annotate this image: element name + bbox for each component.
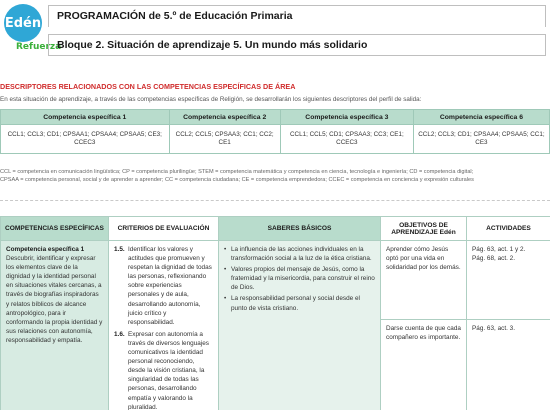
descriptors-section-title: DESCRIPTORES RELACIONADOS CON LAS COMPETENCIAS ESPECÍFICAS DE ÁREA bbox=[0, 82, 296, 91]
criterio-text: Expresar con autonomía a través de diversos lenguajes comunicativos la identidad personal reconociendo, desde la visión cristiana, la singularidad de todas las personas, desarrollando empatía y valorando la pluralidad. bbox=[128, 330, 209, 410]
saber-item: • Valores propios del mensaje de Jesús, como la fraternidad y la misericordia, para construir el reino de Dios. bbox=[224, 265, 375, 292]
actividad-item: Pág. 63, act. 1 y 2. bbox=[472, 246, 526, 253]
abbreviations-line: CPSAA = competencia personal, social y de aprender a aprender; CC = competencia ciudadana; CE = competencia emprendedora; CCEC = competencia en conciencia y expresión culturales bbox=[0, 177, 474, 184]
criterios-cell bbox=[109, 241, 219, 410]
saberes-cell bbox=[219, 241, 381, 410]
saberes-list bbox=[224, 245, 375, 313]
abbreviations-note bbox=[0, 168, 550, 184]
descriptor-header: Competencia específica 1 bbox=[1, 110, 170, 125]
descriptors-intro: En esta situación de aprendizaje, a través de las competencias específicas de Religión, se desarrollarán los siguientes descriptores del perfil de salida: bbox=[0, 96, 422, 103]
descriptor-header: Competencia específica 2 bbox=[169, 110, 280, 125]
criterio-text: Identificar los valores y actitudes que promueven y respetan la dignidad de todas las personas, reflexionando sobre experiencias personales y de aula, desarrollando autonomía, juicio crítico y responsabilidad. bbox=[128, 246, 212, 326]
actividad-item: Pág. 68, act. 2. bbox=[472, 255, 515, 263]
page-title: PROGRAMACIÓN de 5.º de Educación Primaria bbox=[48, 5, 546, 27]
logo-subtitle: Refuerza bbox=[16, 42, 62, 52]
abbreviations-line: CCL = competencia en comunicación lingüística; CP = competencia plurilingüe; STEM = competencia matemática y competencia en ciencia, tecnología e ingeniería; CD = competencia digital; bbox=[0, 169, 474, 175]
saber-item: • La influencia de las acciones individuales en la transformación social a la luz de la ética cristiana. bbox=[224, 245, 375, 263]
actividades-cell bbox=[467, 319, 550, 410]
descriptor-cell: CCL1; CCL5; CD1; CPSAA3; CC3; CE1; CCEC3 bbox=[280, 125, 413, 154]
competencia-title: Competencia específica 1 bbox=[6, 246, 85, 253]
column-header-criterios: CRITERIOS DE EVALUACIÓN bbox=[109, 217, 219, 241]
descriptor-cell: CCL2; CCL3; CD1; CPSAA4; CPSAA5; CC1; CE3 bbox=[413, 125, 549, 154]
objetivo-cell: Aprender cómo Jesús optó por una vida en solidaridad por los demás. bbox=[381, 241, 467, 320]
actividad-item: Pág. 63, act. 3. bbox=[472, 324, 515, 332]
page-subtitle: Bloque 2. Situación de aprendizaje 5. Un mundo más solidario bbox=[48, 34, 546, 56]
actividades-cell bbox=[467, 241, 550, 320]
column-header-objetivos: OBJETIVOS DE APRENDIZAJE Edén bbox=[381, 217, 467, 241]
descriptor-cell: CCL2; CCL5; CPSAA3; CC1; CC2; CE1 bbox=[169, 125, 280, 154]
column-header-actividades: ACTIVIDADES bbox=[467, 217, 550, 241]
criterio-item bbox=[114, 245, 213, 327]
descriptor-header: Competencia específica 3 bbox=[280, 110, 413, 125]
criterio-number: 1.5. bbox=[114, 246, 125, 253]
criterio-number: 1.6. bbox=[114, 330, 125, 338]
descriptor-header: Competencia específica 6 bbox=[413, 110, 549, 125]
criterio-item bbox=[114, 330, 213, 410]
column-header-competencias: COMPETENCIAS ESPECÍFICAS bbox=[1, 217, 109, 241]
column-header-saberes: SABERES BÁSICOS bbox=[219, 217, 381, 241]
eden-logo: Edén bbox=[4, 4, 42, 42]
descriptors-table bbox=[0, 109, 550, 154]
saber-item: • La responsabilidad personal y social desde el punto de vista cristiano. bbox=[224, 294, 375, 312]
competencia-text: Descubrir, identificar y expresar los elementos clave de la dignidad y la identidad personal en situaciones vitales cercanas, a través de biografías inspiradoras y relatos bíblicos de alcance antropológico, para ir conformando la propia identidad y sus relaciones con autonomía, responsabilidad y empatía. bbox=[6, 255, 103, 344]
objetivo-cell: Darse cuenta de que cada compañero es importante. bbox=[381, 319, 467, 410]
programming-table bbox=[0, 216, 550, 410]
section-divider bbox=[0, 200, 550, 201]
competencia-cell bbox=[1, 241, 109, 410]
descriptor-cell: CCL1; CCL3; CD1; CPSAA1; CPSAA4; CPSAA5; CE3; CCEC3 bbox=[1, 125, 170, 154]
